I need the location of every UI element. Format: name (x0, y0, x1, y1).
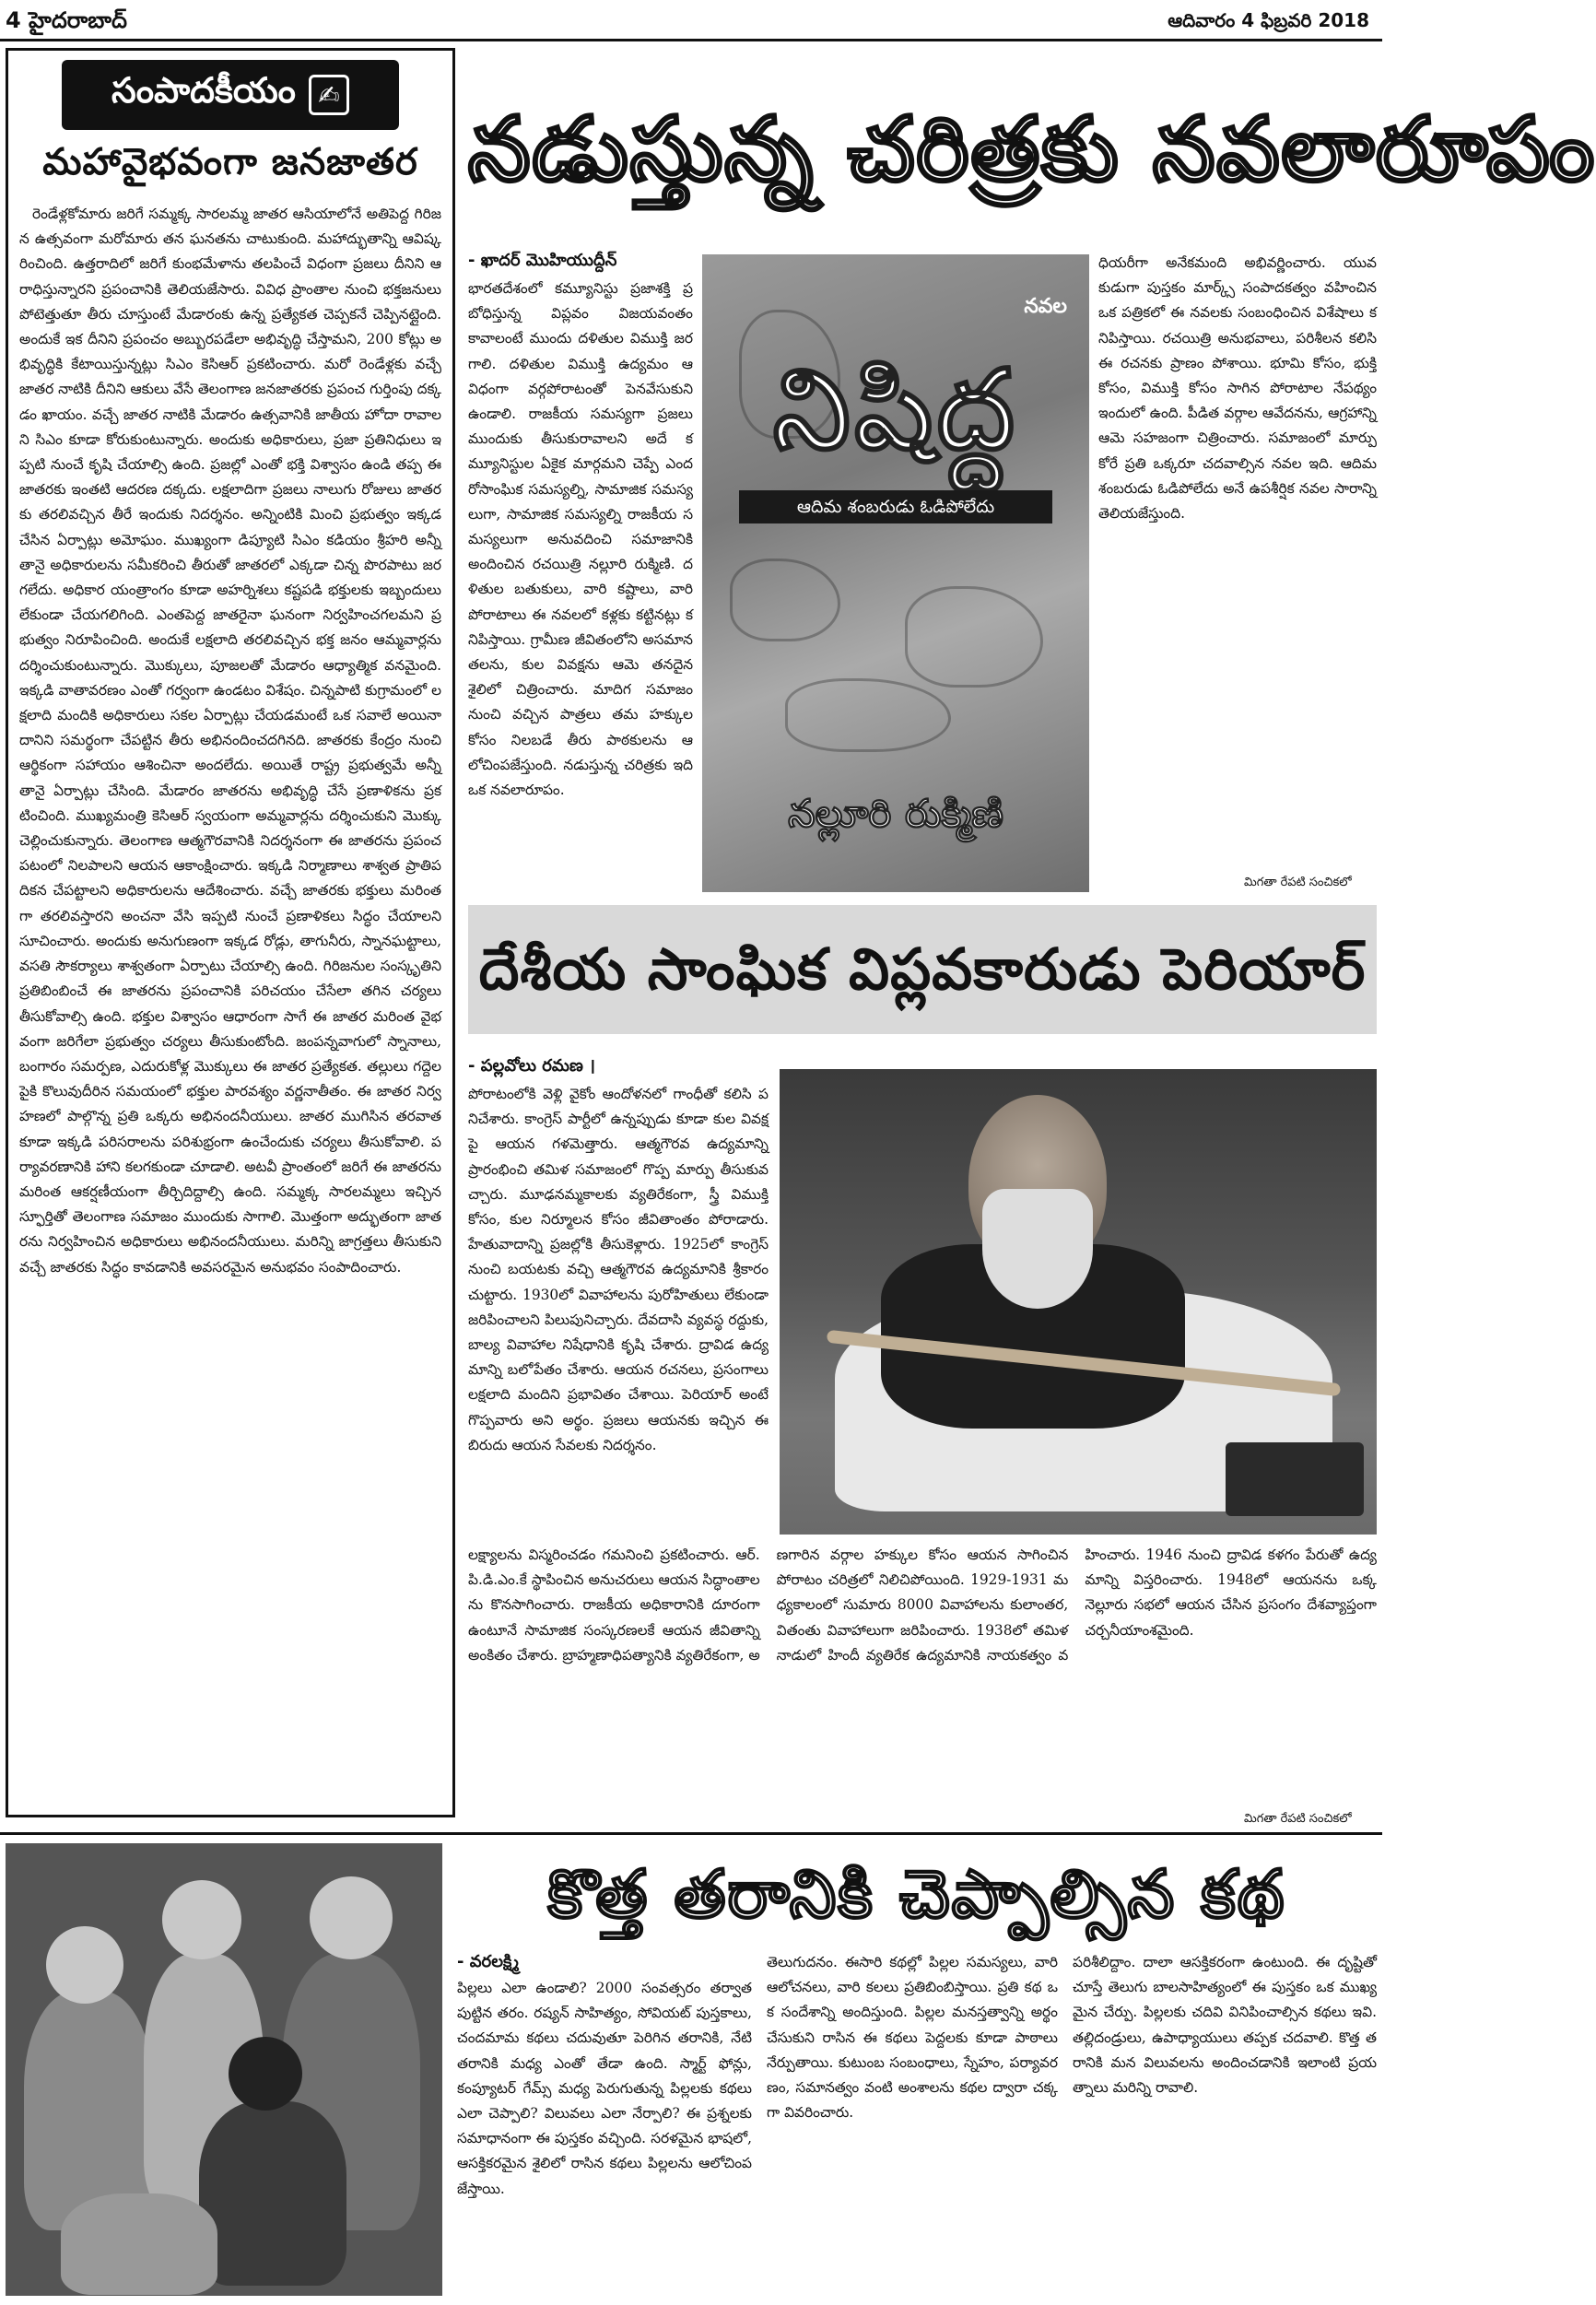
section-rule (0, 1832, 1382, 1835)
story-feature-column-2: తెలుగుదనం. ఈసారి కథల్లో పిల్లల సమస్యలు, వారి ఆలోచనలు, వారి కలలు ప్రతిబింబిస్తాయి. ప్రతి కథ ఒక సందేశాన్ని అందిస్తుంది. పిల్లల మనస్తత్వాన్ని అర్థం చేసుకుని రాసిన ఈ కథలు పెద్దలకు కూడా పాఠాలు నేర్పుతాయి. కుటుంబ సంబంధాలు, స్నేహం, పర్యావరణం, సమానత్వం వంటి అంశాలను కథల ద్వారా చక్కగా వివరించారు. (767, 1954, 1058, 2122)
editorial-banner-label: సంపాదకీయం (111, 70, 296, 111)
story-feature-byline: - వరలక్ష్మి (457, 1952, 519, 1971)
story-feature-column-1: పిల్లలు ఎలా ఉండాలి? 2000 సంవత్సరం తర్వాత పుట్టిన తరం. రష్యన్ సాహిత్యం, సోవియట్ పుస్తకాలు, చందమామ కథలు చదువుతూ పెరిగిన తరానికి, నేటి తరానికి మధ్య ఎంతో తేడా ఉంది. స్మార్ట్ ఫోన్లు, కంప్యూటర్ గేమ్స్ మధ్య పెరుగుతున్న పిల్లలకు కథలు ఎలా చెప్పాలి? విలువలు ఎలా నేర్పాలి? ఈ ప్రశ్నలకు సమాధానంగా ఈ పుస్తకం వచ్చింది. సరళమైన భాషలో, ఆసక్తికరమైన శైలిలో రాసిన కథలు పిల్లలను ఆలోచింపజేస్తాయి. (457, 1980, 752, 2197)
periyar-feature-column-2: లక్ష్యాలను విస్మరించడం గమనించి ప్రకటించారు. ఆర్.పి.డి.ఎం.కే స్థాపించిన అనుచరులు ఆయన సిద్ధాంతాలను కొనసాగించారు. రాజకీయ అధికారానికి దూరంగా ఉంటూనే సామాజిక సంస్కరణలకే ఆయన జీవితాన్ని అంకితం చేశారు. బ్రాహ్మణాధిపత్యానికి వ్యతిరేకంగా, అణగారిన వర్గాల హక్కుల కోసం ఆయన సాగించిన పోరాటం చరిత్రలో నిలిచిపోయింది. 1929-1931 మధ్యకాలంలో సుమారు 8000 వివాహాలను కులాంతర, వితంతు వివాహాలుగా జరిపించారు. 1938లో తమిళనాడులో హిందీ వ్యతిరేక ఉద్యమానికి నాయకత్వం వహించారు. 1946 నుంచి ద్రావిడ కళగం పేరుతో ఉద్యమాన్ని విస్తరించారు. 1948లో ఆయనను ఒక్క నెల్లూరు సభలో ఆయన చేసిన ప్రసంగం దేశవ్యాప్తంగా చర్చనీయాంశమైంది. (468, 1546, 1377, 1664)
periyar-continued-caption: మిగతా రేపటి సంచికలో (1244, 1812, 1352, 1826)
novel-feature-headline: నడుస్తున్న చరిత్రకు నవలారూపం (468, 98, 1596, 201)
editorial-section (6, 48, 455, 1817)
book-subtitle: ఆదిమ శంబరుడు ఓడిపోలేదు (739, 490, 1052, 523)
issue-date: ఆదివారం 4 ఫిబ్రవరి 2018 (1168, 9, 1369, 31)
editorial-banner (62, 60, 399, 130)
novel-continued-caption: మిగతా రేపటి సంచికలో (1244, 876, 1352, 889)
editorial-body: రెండేళ్లకోమారు జరిగే సమ్మక్క సారలమ్మ జాతర ఆసియాలోనే అతిపెద్ద గిరిజన ఉత్సవంగా మరోమారు తన ఘనతను చాటుకుంది. మహాద్భుతాన్ని ఆవిష్కరించింది. ఉత్తరాదిలో జరిగే కుంభమేళాను తలపించే విధంగా ప్రజలు దీనిని ఆరాధిస్తున్నారని ప్రపంచానికి తెలియజేసారు. వివిధ ప్రాంతాల నుంచి భక్తజనులు పోటెత్తుతూ తీరు చూస్తుంటే మేడారంకు ఉన్న ప్రత్యేకత చెప్పకనే చెప్పినట్లైంది. అందుకే ఇక దీనిని ప్రపంచం అబ్బురపడేలా అభివృద్ధి చేస్తామని, 200 కోట్లు అభివృద్ధికి కేటాయిస్తున్నట్లు సిఎం కెసిఆర్ ప్రకటించారు. మరో రెండేళ్లకు వచ్చే జాతర నాటికి దీనిని ఆకులు వేసే తెలంగాణ జనజాతరకు ప్రపంచ గుర్తింపు దక్కడం ఖాయం. వచ్చే జాతర నాటికి మేడారం ఉత్సవానికి జాతీయ హోదా రావాలని సిఎం కూడా కోరుకుంటున్నారు. అందుకు అధికారులు, ప్రజా ప్రతినిధులు ఇప్పటి నుంచే కృషి చేయాల్సి ఉంది. ప్రజల్లో ఎంతో భక్తి విశ్వాసం ఉండి తప్ప ఈ జాతరకు ఇంతటి ఆదరణ దక్కదు. లక్షలాదిగా ప్రజలు నాలుగు రోజులు జాతరకు తరలివచ్చిన తీరే ఇందుకు నిదర్శనం. అన్నింటికి మించి ప్రభుత్వం ఇక్కడ చేసిన ఏర్పాట్లు అమోఘం. ముఖ్యంగా డిప్యూటి సిఎం కడియం శ్రీహరి అన్నీ తానై అధికారులను సమీకరించి తీరుతో జాతరలో ఎక్కడా చిన్న పొరపాటు జరగలేదు. అధికార యంత్రాంగం కూడా అహర్నిశలు కష్టపడి భక్తులకు ఇబ్బందులు లేకుండా చేయగలిగింది. ఎంతపెద్ద జాతరైనా ఘనంగా నిర్వహించగలమని ప్రభుత్వం నిరూపించింది. అందుకే లక్షలాది తరలివచ్చిన భక్త జనం ఆమ్మవార్లను దర్శించుకుంటున్నారు. మొక్కులు, పూజలతో మేడారం ఆధ్యాత్మిక వనమైంది. ఇక్కడి వాతావరణం ఎంతో గర్వంగా ఉండటం విశేషం. చిన్నపాటి కుగ్రామంలో లక్షలాది మందికి అధికారులు సకల ఏర్పాట్లు చేయడమంటే ఒక సవాలే అయినా దానిని సమర్థంగా చేపట్టిన తీరు అభినందించదగినది. జాతరకు కేంద్రం నుంచి ఆర్థికంగా సహాయం ఆశించినా అందలేదు. అయితే రాష్ట్ర ప్రభుత్వమే అన్నీ తానై ఏర్పాట్లు చేసింది. మేడారం జాతరను అభివృద్ధి చేసే ప్రణాళికను ప్రకటించింది. ముఖ్యమంత్రి కెసిఆర్ స్వయంగా అమ్మవార్లను దర్శించుకుని మొక్కు చెల్లించుకున్నారు. తెలంగాణ ఆత్మగౌరవానికి నిదర్శనంగా ఈ జాతరను ప్రపంచ పటంలో నిలపాలని ఆయన ఆకాంక్షించారు. ఇక్కడి నిర్మాణాలు శాశ్వత ప్రాతిపదికన చేపట్టాలని అధికారులను ఆదేశించారు. వచ్చే జాతరకు భక్తులు మరింతగా తరలివస్తారని అంచనా వేసి ఇప్పటి నుంచే ప్రణాళికలు సిద్ధం చేయాలని సూచించారు. అందుకు అనుగుణంగా ఇక్కడ రోడ్లు, తాగునీరు, స్నానఘట్టాలు, వసతి సౌకర్యాలు శాశ్వతంగా ఏర్పాటు చేయాల్సి ఉంది. గిరిజనుల సంస్కృతిని ప్రతిబింబించే ఈ జాతరను ప్రపంచానికి పరిచయం చేసేలా తగిన చర్యలు తీసుకోవాల్సి ఉంది. భక్తుల విశ్వాసం ఆధారంగా సాగే ఈ జాతర మరింత వైభవంగా జరిగేలా ప్రభుత్వం చర్యలు తీసుకుంటోంది. జంపన్నవాగులో స్నానాలు, బంగారం సమర్పణ, ఎదురుకోళ్ల మొక్కులు ఈ జాతర ప్రత్యేకత. తల్లులు గద్దెలపైకి కొలువుదీరిన సమయంలో భక్తుల పారవశ్యం వర్ణనాతీతం. ఈ జాతర నిర్వహణలో పాల్గొన్న ప్రతి ఒక్కరు అభినందనీయులు. జాతర ముగిసిన తరవాత కూడా ఇక్కడి పరిసరాలను పరిశుభ్రంగా ఉంచేందుకు చర్యలు తీసుకోవాలి. పర్యావరణానికి హాని కలగకుండా చూడాలి. అటవీ ప్రాంతంలో జరిగే ఈ జాతరను మరింత ఆకర్షణీయంగా తీర్చిదిద్దాల్సి ఉంది. సమ్మక్క సారలమ్మలు ఇచ్చిన స్ఫూర్తితో తెలంగాణ సమాజం ముందుకు సాగాలి. మొత్తంగా అద్భుతంగా జాతరను నిర్వహించిన అధికారులు అభినందనీయులు. మరిన్ని జాగ్రత్తలు తీసుకుని వచ్చే జాతరకు సిద్ధం కావడానికి అవసరమైన అనుభవం సంపాదించారు. (19, 206, 441, 1276)
novel-feature-byline: - ఖాదర్ మొహియుద్దీన్ (468, 251, 617, 270)
novel-feature-column-1: భారతదేశంలో కమ్యూనిస్టు ప్రజాశక్తి ప్రబోధిస్తున్న విప్లవం విజయవంతం కావాలంటే ముందు దళితుల విముక్తి జరగాలి. దళితుల విముక్తి ఉద్యమం ఆ విధంగా వర్గపోరాటంతో పెనవేసుకుని ఉండాలి. రాజకీయ సమస్యగా ప్రజలు ముందుకు తీసుకురావాలని అదే కమ్యూనిస్టుల ఏకైక మార్గమని చెప్పే ఎందరోసాంఘిక సమస్యల్ని, సామాజిక సమస్యలుగా, సామాజిక సమస్యల్ని రాజకీయ సమస్యలుగా అనువదించి సమాజానికి అందించిన రచయిత్రి నల్లూరి రుక్మిణి. దళితుల బతుకులు, వారి కష్టాలు, వారి పోరాటాలు ఈ నవలలో కళ్లకు కట్టినట్లు కనిపిస్తాయి. గ్రామీణ జీవితంలోని అసమానతలను, కుల వివక్షను ఆమె తనదైన శైలిలో చిత్రించారు. మాదిగ సమాజం నుంచి వచ్చిన పాత్రలు తమ హక్కుల కోసం నిలబడే తీరు పాఠకులను ఆలోచింపజేస్తుంది. నడుస్తున్న చరిత్రకు ఇది ఒక నవలారూపం. (468, 280, 693, 799)
periyar-photo (780, 1069, 1377, 1535)
book-title: నిషిద్ధ (772, 347, 1019, 475)
novel-feature-column-2: ధియరీగా అనేకమంది అభివర్ణించారు. యువ కుడుగా పుస్తకం మార్క్స్ సంపాదకత్వం వహించిన ఒక పత్రికలో ఈ నవలకు సంబంధించిన విశేషాలు కనిపిస్తాయి. రచయిత్రి అనుభవాలు, పరిశీలన కలిసి ఈ రచనకు ప్రాణం పోశాయి. భూమి కోసం, భుక్తి కోసం, విముక్తి కోసం సాగిన పోరాటాల నేపథ్యం ఇందులో ఉంది. పీడిత వర్గాల ఆవేదనను, ఆగ్రహాన్ని ఆమె సహజంగా చిత్రించారు. సమాజంలో మార్పు కోరే ప్రతి ఒక్కరూ చదవాల్సిన నవల ఇది. ఆదిమ శంబరుడు ఓడిపోలేదు అనే ఉపశీర్షిక నవల సారాన్ని తెలియజేస్తుంది. (1098, 254, 1377, 523)
story-feature-column-3: పరిశీలిద్దాం. దాలా ఆసక్తికరంగా ఉంటుంది. ఈ దృష్టితో చూస్తే తెలుగు బాలసాహిత్యంలో ఈ పుస్తకం ఒక ముఖ్యమైన చేర్పు. పిల్లలకు చదివి వినిపించాల్సిన కథలు ఇవి. తల్లిదండ్రులు, ఉపాధ్యాయులు తప్పక చదవాలి. కొత్త తరానికి మన విలువలను అందించడానికి ఇలాంటి ప్రయత్నాలు మరిన్ని రావాలి. (1073, 1954, 1377, 2097)
masthead-rule (0, 39, 1382, 41)
children-reading-illustration (6, 1843, 442, 2296)
pen-icon: ✍ (309, 75, 349, 115)
periyar-feature-column-1: పోరాటంలోకి వెళ్లి వైకోం ఆందోళనలో గాంధీతో కలిసి పనిచేశారు. కాంగ్రెస్ పార్టీలో ఉన్నప్పుడు కూడా కుల వివక్షపై ఆయన గళమెత్తారు. ఆత్మగౌరవ ఉద్యమాన్ని ప్రారంభించి తమిళ సమాజంలో గొప్ప మార్పు తీసుకువచ్చారు. మూఢనమ్మకాలకు వ్యతిరేకంగా, స్త్రీ విముక్తి కోసం, కుల నిర్మూలన కోసం జీవితాంతం పోరాడారు. హేతువాదాన్ని ప్రజల్లోకి తీసుకెళ్లారు. 1925లో కాంగ్రెస్ నుంచి బయటకు వచ్చి ఆత్మగౌరవ ఉద్యమానికి శ్రీకారం చుట్టారు. 1930లో వివాహాలను పురోహితులు లేకుండా జరిపించాలని పిలుపునిచ్చారు. దేవదాసి వ్యవస్థ రద్దుకు, బాల్య వివాహాల నిషేధానికి కృషి చేశారు. ద్రావిడ ఉద్యమాన్ని బలోపేతం చేశారు. ఆయన రచనలు, ప్రసంగాలు లక్షలాది మందిని ప్రభావితం చేశాయి. పెరియార్ అంటే గొప్పవారు అని అర్థం. ప్రజలు ఆయనకు ఇచ్చిన ఈ బిరుదు ఆయన సేవలకు నిదర్శనం. (468, 1086, 769, 1453)
periyar-feature-headline: దేశీయ సాంఘిక విప్లవకారుడు పెరియార్ (478, 935, 1367, 1003)
page-number-label: 4 హైదరాబాద్ (6, 7, 127, 33)
periyar-feature-byline: - పల్లవోలు రమణ । (468, 1056, 595, 1076)
story-feature-headline: కొత్త తరానికి చెప్పాల్సిన కథ (547, 1855, 1286, 1933)
book-cover-image (702, 254, 1089, 892)
book-author: నల్లూరి రుక్మిణి (788, 791, 1003, 836)
editorial-headline: మహావైభవంగా జనజాతర (42, 141, 418, 183)
book-genre-label: నవల (1024, 295, 1067, 318)
